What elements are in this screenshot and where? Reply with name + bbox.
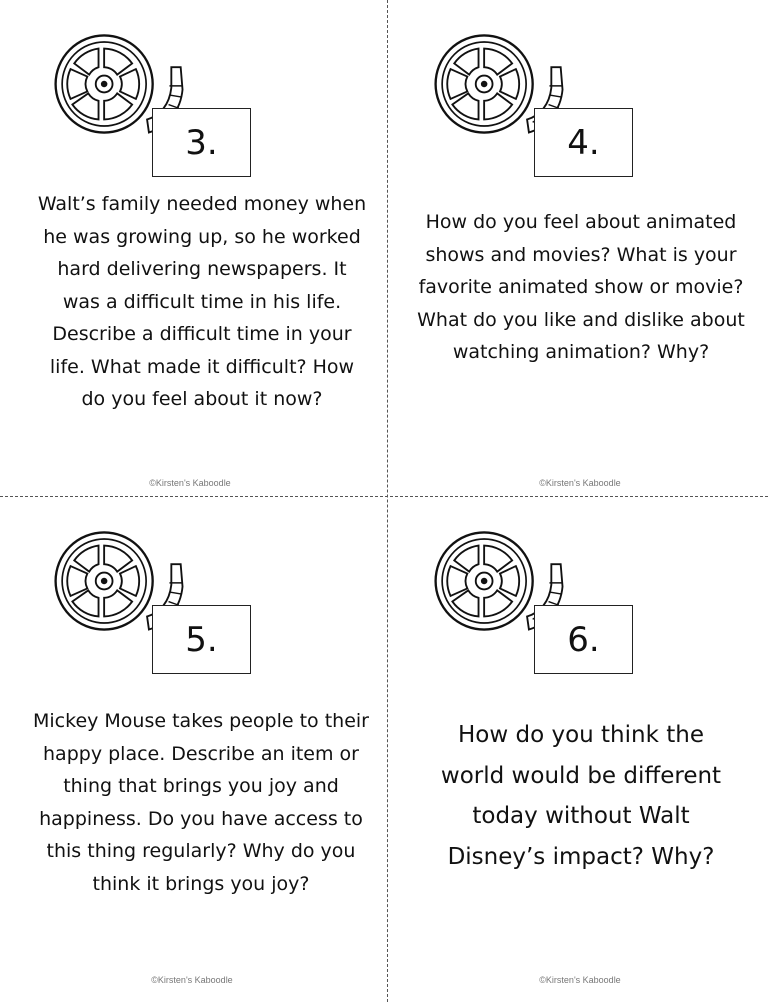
task-card-4 [388,0,768,496]
credit-text: ©Kirsten's Kaboodle [149,478,231,488]
card-prompt: How do you think the world would be different today without Walt Disney’s impact? Why? [440,722,722,870]
credit-text: ©Kirsten's Kaboodle [539,975,621,985]
card-prompt: How do you feel about animated shows and movies? What is your favorite animated show or movie? What do you like and dislike about watching animation? Why? [417,211,745,363]
card-number: 5. [152,605,251,674]
credit-text: ©Kirsten's Kaboodle [151,975,233,985]
task-card-3 [0,0,384,496]
task-card-5 [0,497,384,993]
card-prompt: Mickey Mouse takes people to their happy place. Describe an item or thing that brings you joy and happiness. Do you have access to this thing regularly? Why do you think it brings you joy? [33,710,369,895]
card-number: 3. [152,108,251,177]
card-prompt: Walt’s family needed money when he was growing up, so he worked hard delivering newspapers. It was a difficult time in his life. Describe a difficult time in your life. What made it difficult? How do you feel about it now? [37,193,367,410]
card-number: 6. [534,605,633,674]
task-card-6 [388,497,768,993]
credit-text: ©Kirsten's Kaboodle [539,478,621,488]
card-number: 4. [534,108,633,177]
